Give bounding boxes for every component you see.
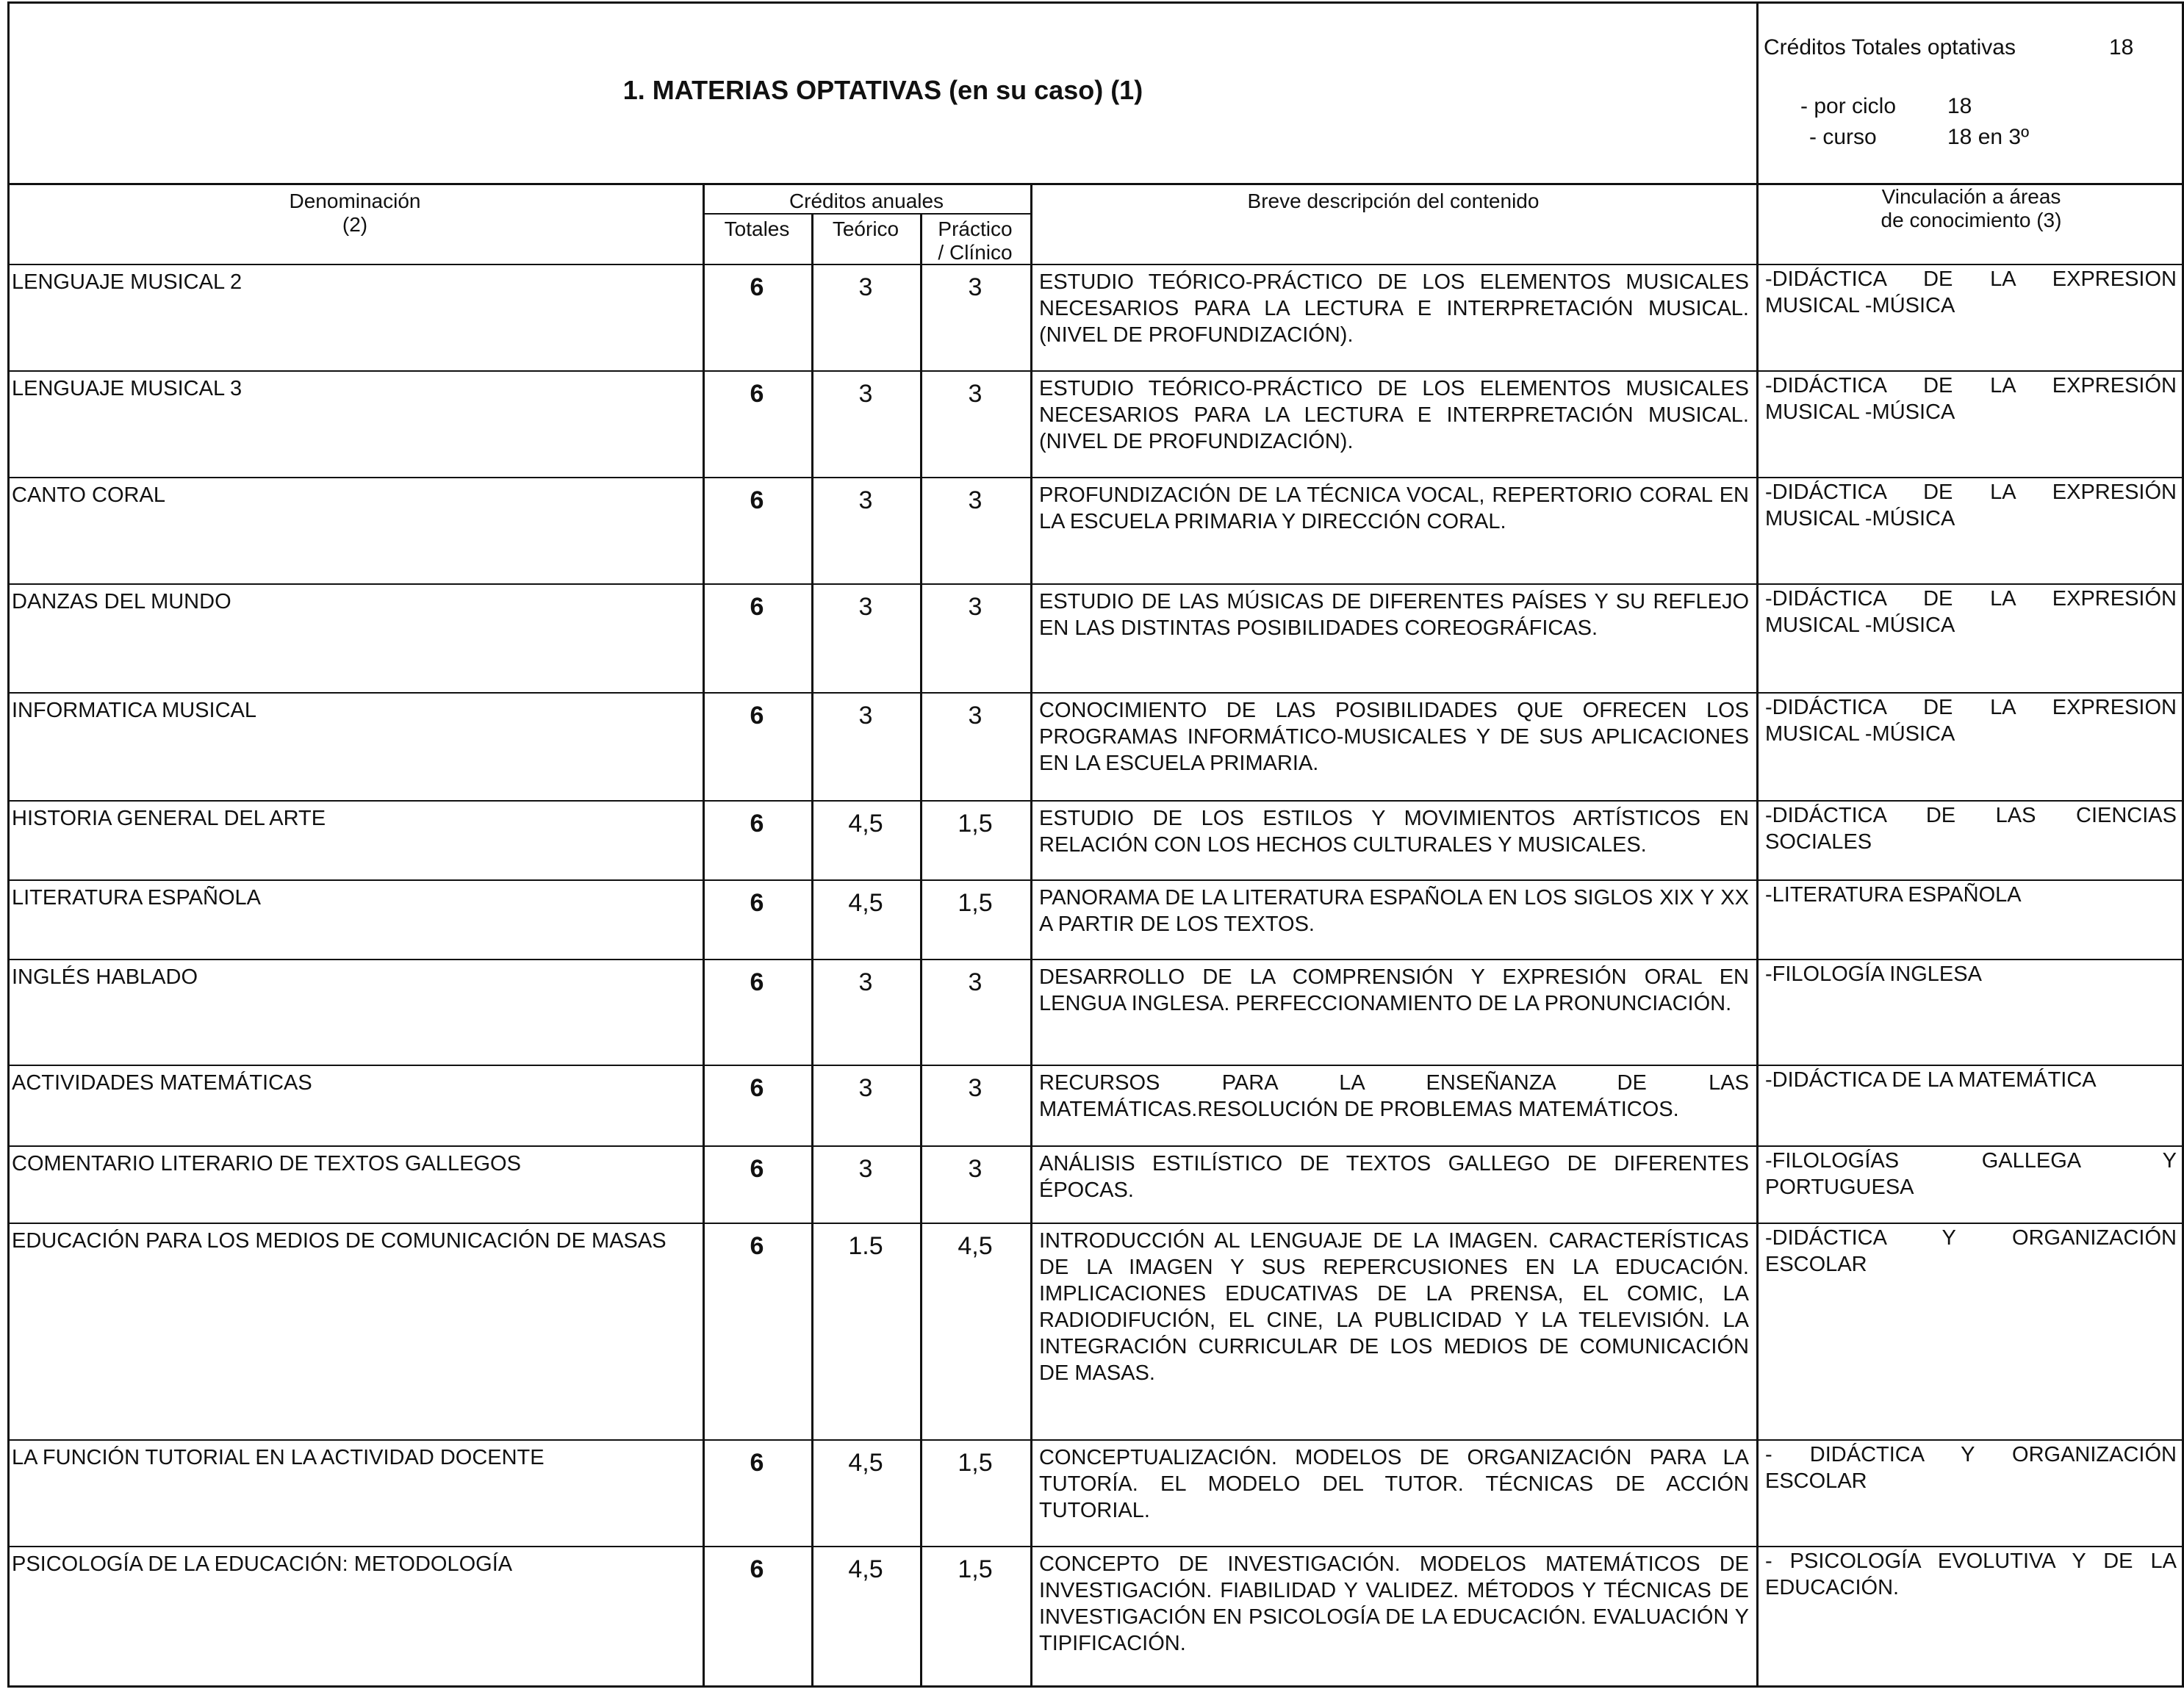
creditos-totales-cell: 6 [750,810,764,838]
practico-label: Práctico [938,217,1013,240]
creditos-practico-cell: 3 [968,593,983,621]
knowledge-area: -DIDÁCTICA Y ORGANIZACIÓN ESCOLAR [1765,1226,2177,1276]
col-header-denominacion [7,190,703,237]
creditos-totales-cell: 6 [750,593,764,621]
por-ciclo-value: 18 [1947,94,1972,118]
knowledge-area: - PSICOLOGÍA EVOLUTIVA Y DE LA EDUCACIÓN. [1765,1549,2177,1599]
col-header-practico [920,217,1030,264]
row-line [7,264,2184,265]
denominacion-label: Denominación [289,190,421,212]
creditos-totales-cell: 6 [750,1555,764,1583]
col-header-descripcion: Breve descripción del contenido [1247,190,1540,212]
course-name: COMENTARIO LITERARIO DE TEXTOS GALLEGOS [12,1152,521,1176]
creditos-totales-cell: 6 [750,702,764,730]
course-description: RECURSOS PARA LA ENSEÑANZA DE LAS MATEMÁTICAS.RESOLUCIÓN DE PROBLEMAS MATEMÁTICOS. [1039,1071,1749,1121]
row-line [7,800,2184,802]
creditos-totales-cell: 6 [750,968,764,996]
col-header-vinculacion [1759,185,2184,232]
creditos-practico-cell: 3 [968,486,983,514]
creditos-totales-cell: 6 [750,486,764,514]
creditos-teorico-cell: 3 [858,1155,873,1183]
creditos-totales-label: Créditos Totales optativas [1764,35,2016,60]
col-header-totales: Totales [724,217,790,240]
course-description: INTRODUCCIÓN AL LENGUAJE DE LA IMAGEN. CARACTERÍSTICAS DE LA IMAGEN Y SUS REPERCUSIONES EN LA EDUCACIÓN. IMPLICACIONES EDUCATIVAS DE LA PRENSA, EL COMIC, LA RADIODIFUCIÓN, EL CINE, LA PUBLICIDAD Y LA TELEVISIÓN. LA INTEGRACIÓN CURRICULAR DE LOS MEDIOS DE COMUNICACIÓN DE MASAS. [1039,1229,1749,1385]
creditos-totales-cell: 6 [750,1449,764,1477]
course-description: ESTUDIO TEÓRICO-PRÁCTICO DE LOS ELEMENTOS MUSICALES NECESARIOS PARA LA LECTURA E INTERPRETACIÓN MUSICAL. (NIVEL DE PROFUNDIZACIÓN). [1039,270,1749,347]
col-line-4 [1030,185,1032,1688]
row-line [7,1065,2184,1066]
creditos-teorico-cell: 3 [858,593,873,621]
knowledge-area: - DIDÁCTICA Y ORGANIZACIÓN ESCOLAR [1765,1443,2177,1493]
page-title: 1. MATERIAS OPTATIVAS (en su caso) (1) [622,75,1143,105]
creditos-practico-cell: 3 [968,1074,983,1102]
course-name: EDUCACIÓN PARA LOS MEDIOS DE COMUNICACIÓN DE MASAS [12,1229,667,1253]
creditos-teorico-cell: 3 [858,486,873,514]
course-name: LA FUNCIÓN TUTORIAL EN LA ACTIVIDAD DOCENTE [12,1446,545,1469]
creditos-teorico-cell: 3 [858,380,873,408]
creditos-totales-value: 18 [2109,35,2134,60]
knowledge-area: -DIDÁCTICA DE LAS CIENCIAS SOCIALES [1765,804,2177,854]
creditos-totales-cell: 6 [750,1155,764,1183]
col-header-teorico: Teórico [832,217,899,240]
creditos-totales-cell: 6 [750,1074,764,1102]
course-description: ANÁLISIS ESTILÍSTICO DE TEXTOS GALLEGO DE DIFERENTES ÉPOCAS. [1039,1152,1749,1202]
course-description: ESTUDIO DE LOS ESTILOS Y MOVIMIENTOS ARTÍSTICOS EN RELACIÓN CON LOS HECHOS CULTURALES Y MUSICALES. [1039,807,1749,857]
knowledge-area: -DIDÁCTICA DE LA EXPRESIÓN MUSICAL -MÚSICA [1765,480,2177,530]
curso-label: - curso [1809,125,1877,149]
course-name: LITERATURA ESPAÑOLA [12,886,261,910]
row-line [7,1223,2184,1224]
knowledge-area: -FILOLOGÍAS GALLEGA Y PORTUGUESA [1765,1149,2177,1199]
knowledge-area: -DIDÁCTICA DE LA EXPRESIÓN MUSICAL -MÚSICA [1765,374,2177,424]
creditos-subheader-line [703,213,1030,215]
vinculacion-note: de conocimiento (3) [1881,209,2062,231]
course-description: ESTUDIO TEÓRICO-PRÁCTICO DE LOS ELEMENTOS MUSICALES NECESARIOS PARA LA LECTURA E INTERPRETACIÓN MUSICAL. (NIVEL DE PROFUNDIZACIÓN). [1039,377,1749,453]
creditos-practico-cell: 1,5 [958,810,993,838]
creditos-practico-cell: 3 [968,968,983,996]
row-line [7,370,2184,372]
creditos-practico-cell: 3 [968,380,983,408]
creditos-totales-cell: 6 [750,380,764,408]
course-description: CONOCIMIENTO DE LAS POSIBILIDADES QUE OFRECEN LOS PROGRAMAS INFORMÁTICO-MUSICALES Y DE SUS APLICACIONES EN LA ESCUELA PRIMARIA. [1039,699,1749,775]
creditos-teorico-cell: 3 [858,1074,873,1102]
row-line [7,692,2184,694]
creditos-practico-cell: 3 [968,702,983,730]
creditos-practico-cell: 1,5 [958,1449,993,1477]
course-name: DANZAS DEL MUNDO [12,590,231,613]
course-name: ACTIVIDADES MATEMÁTICAS [12,1071,312,1095]
knowledge-area: -LITERATURA ESPAÑOLA [1765,883,2022,907]
header-divider [1756,1,1759,185]
col-header-creditos: Créditos anuales [789,190,944,212]
creditos-totales-cell: 6 [750,889,764,917]
por-ciclo-label: - por ciclo [1800,94,1897,118]
creditos-teorico-cell: 3 [858,968,873,996]
creditos-practico-cell: 3 [968,1155,983,1183]
creditos-teorico-cell: 4,5 [848,810,883,838]
clinico-label: / Clínico [938,241,1013,264]
creditos-totales-cell: 6 [750,273,764,301]
creditos-practico-cell: 4,5 [958,1232,993,1260]
row-line [7,477,2184,478]
curso-value: 18 en 3º [1947,125,2030,149]
knowledge-area: -FILOLOGÍA INGLESA [1765,962,1982,986]
denominacion-note: (2) [342,213,368,236]
row-line [7,1439,2184,1441]
creditos-practico-cell: 1,5 [958,889,993,917]
creditos-teorico-cell: 4,5 [848,1555,883,1583]
course-description: DESARROLLO DE LA COMPRENSIÓN Y EXPRESIÓN ORAL EN LENGUA INGLESA. PERFECCIONAMIENTO DE LA PRONUNCIACIÓN. [1039,965,1749,1015]
row-line [7,1546,2184,1547]
course-name: INFORMATICA MUSICAL [12,699,256,722]
course-name: CANTO CORAL [12,483,165,507]
knowledge-area: -DIDÁCTICA DE LA MATEMÁTICA [1765,1068,2097,1092]
vinculacion-label: Vinculación a áreas [1881,185,2061,208]
course-description: CONCEPTUALIZACIÓN. MODELOS DE ORGANIZACIÓN PARA LA TUTORÍA. EL MODELO DEL TUTOR. TÉCNICAS DE ACCIÓN TUTORIAL. [1039,1446,1749,1522]
course-description: PANORAMA DE LA LITERATURA ESPAÑOLA EN LOS SIGLOS XIX Y XX A PARTIR DE LOS TEXTOS. [1039,886,1749,936]
document-page [7,1,2184,1688]
creditos-teorico-cell: 3 [858,273,873,301]
row-line [7,1145,2184,1147]
row-line [7,583,2184,585]
creditos-teorico-cell: 1.5 [848,1232,883,1260]
course-description: CONCEPTO DE INVESTIGACIÓN. MODELOS MATEMÁTICOS DE INVESTIGACIÓN. FIABILIDAD Y VALIDEZ. MÉTODOS Y TÉCNICAS DE INVESTIGACIÓN EN PSICOLOGÍA DE LA EDUCACIÓN. EVALUACIÓN Y TIPIFICACIÓN. [1039,1552,1749,1655]
course-name: INGLÉS HABLADO [12,965,198,989]
knowledge-area: -DIDÁCTICA DE LA EXPRESION MUSICAL -MÚSICA [1765,696,2177,746]
knowledge-area: -DIDÁCTICA DE LA EXPRESION MUSICAL -MÚSICA [1765,267,2177,317]
row-line [7,959,2184,960]
creditos-practico-cell: 1,5 [958,1555,993,1583]
creditos-teorico-cell: 4,5 [848,889,883,917]
course-description: ESTUDIO DE LAS MÚSICAS DE DIFERENTES PAÍSES Y SU REFLEJO EN LAS DISTINTAS POSIBILIDADES COREOGRÁFICAS. [1039,590,1749,640]
course-description: PROFUNDIZACIÓN DE LA TÉCNICA VOCAL, REPERTORIO CORAL EN LA ESCUELA PRIMARIA Y DIRECCIÓN CORAL. [1039,483,1749,533]
course-name: PSICOLOGÍA DE LA EDUCACIÓN: METODOLOGÍA [12,1552,513,1576]
col-line-5 [1756,185,1759,1688]
course-name: LENGUAJE MUSICAL 3 [12,377,243,400]
creditos-practico-cell: 3 [968,273,983,301]
course-name: HISTORIA GENERAL DEL ARTE [12,807,326,830]
row-line [7,879,2184,881]
knowledge-area: -DIDÁCTICA DE LA EXPRESIÓN MUSICAL -MÚSICA [1765,587,2177,637]
course-name: LENGUAJE MUSICAL 2 [12,270,243,294]
creditos-teorico-cell: 3 [858,702,873,730]
creditos-totales-cell: 6 [750,1232,764,1260]
creditos-teorico-cell: 4,5 [848,1449,883,1477]
